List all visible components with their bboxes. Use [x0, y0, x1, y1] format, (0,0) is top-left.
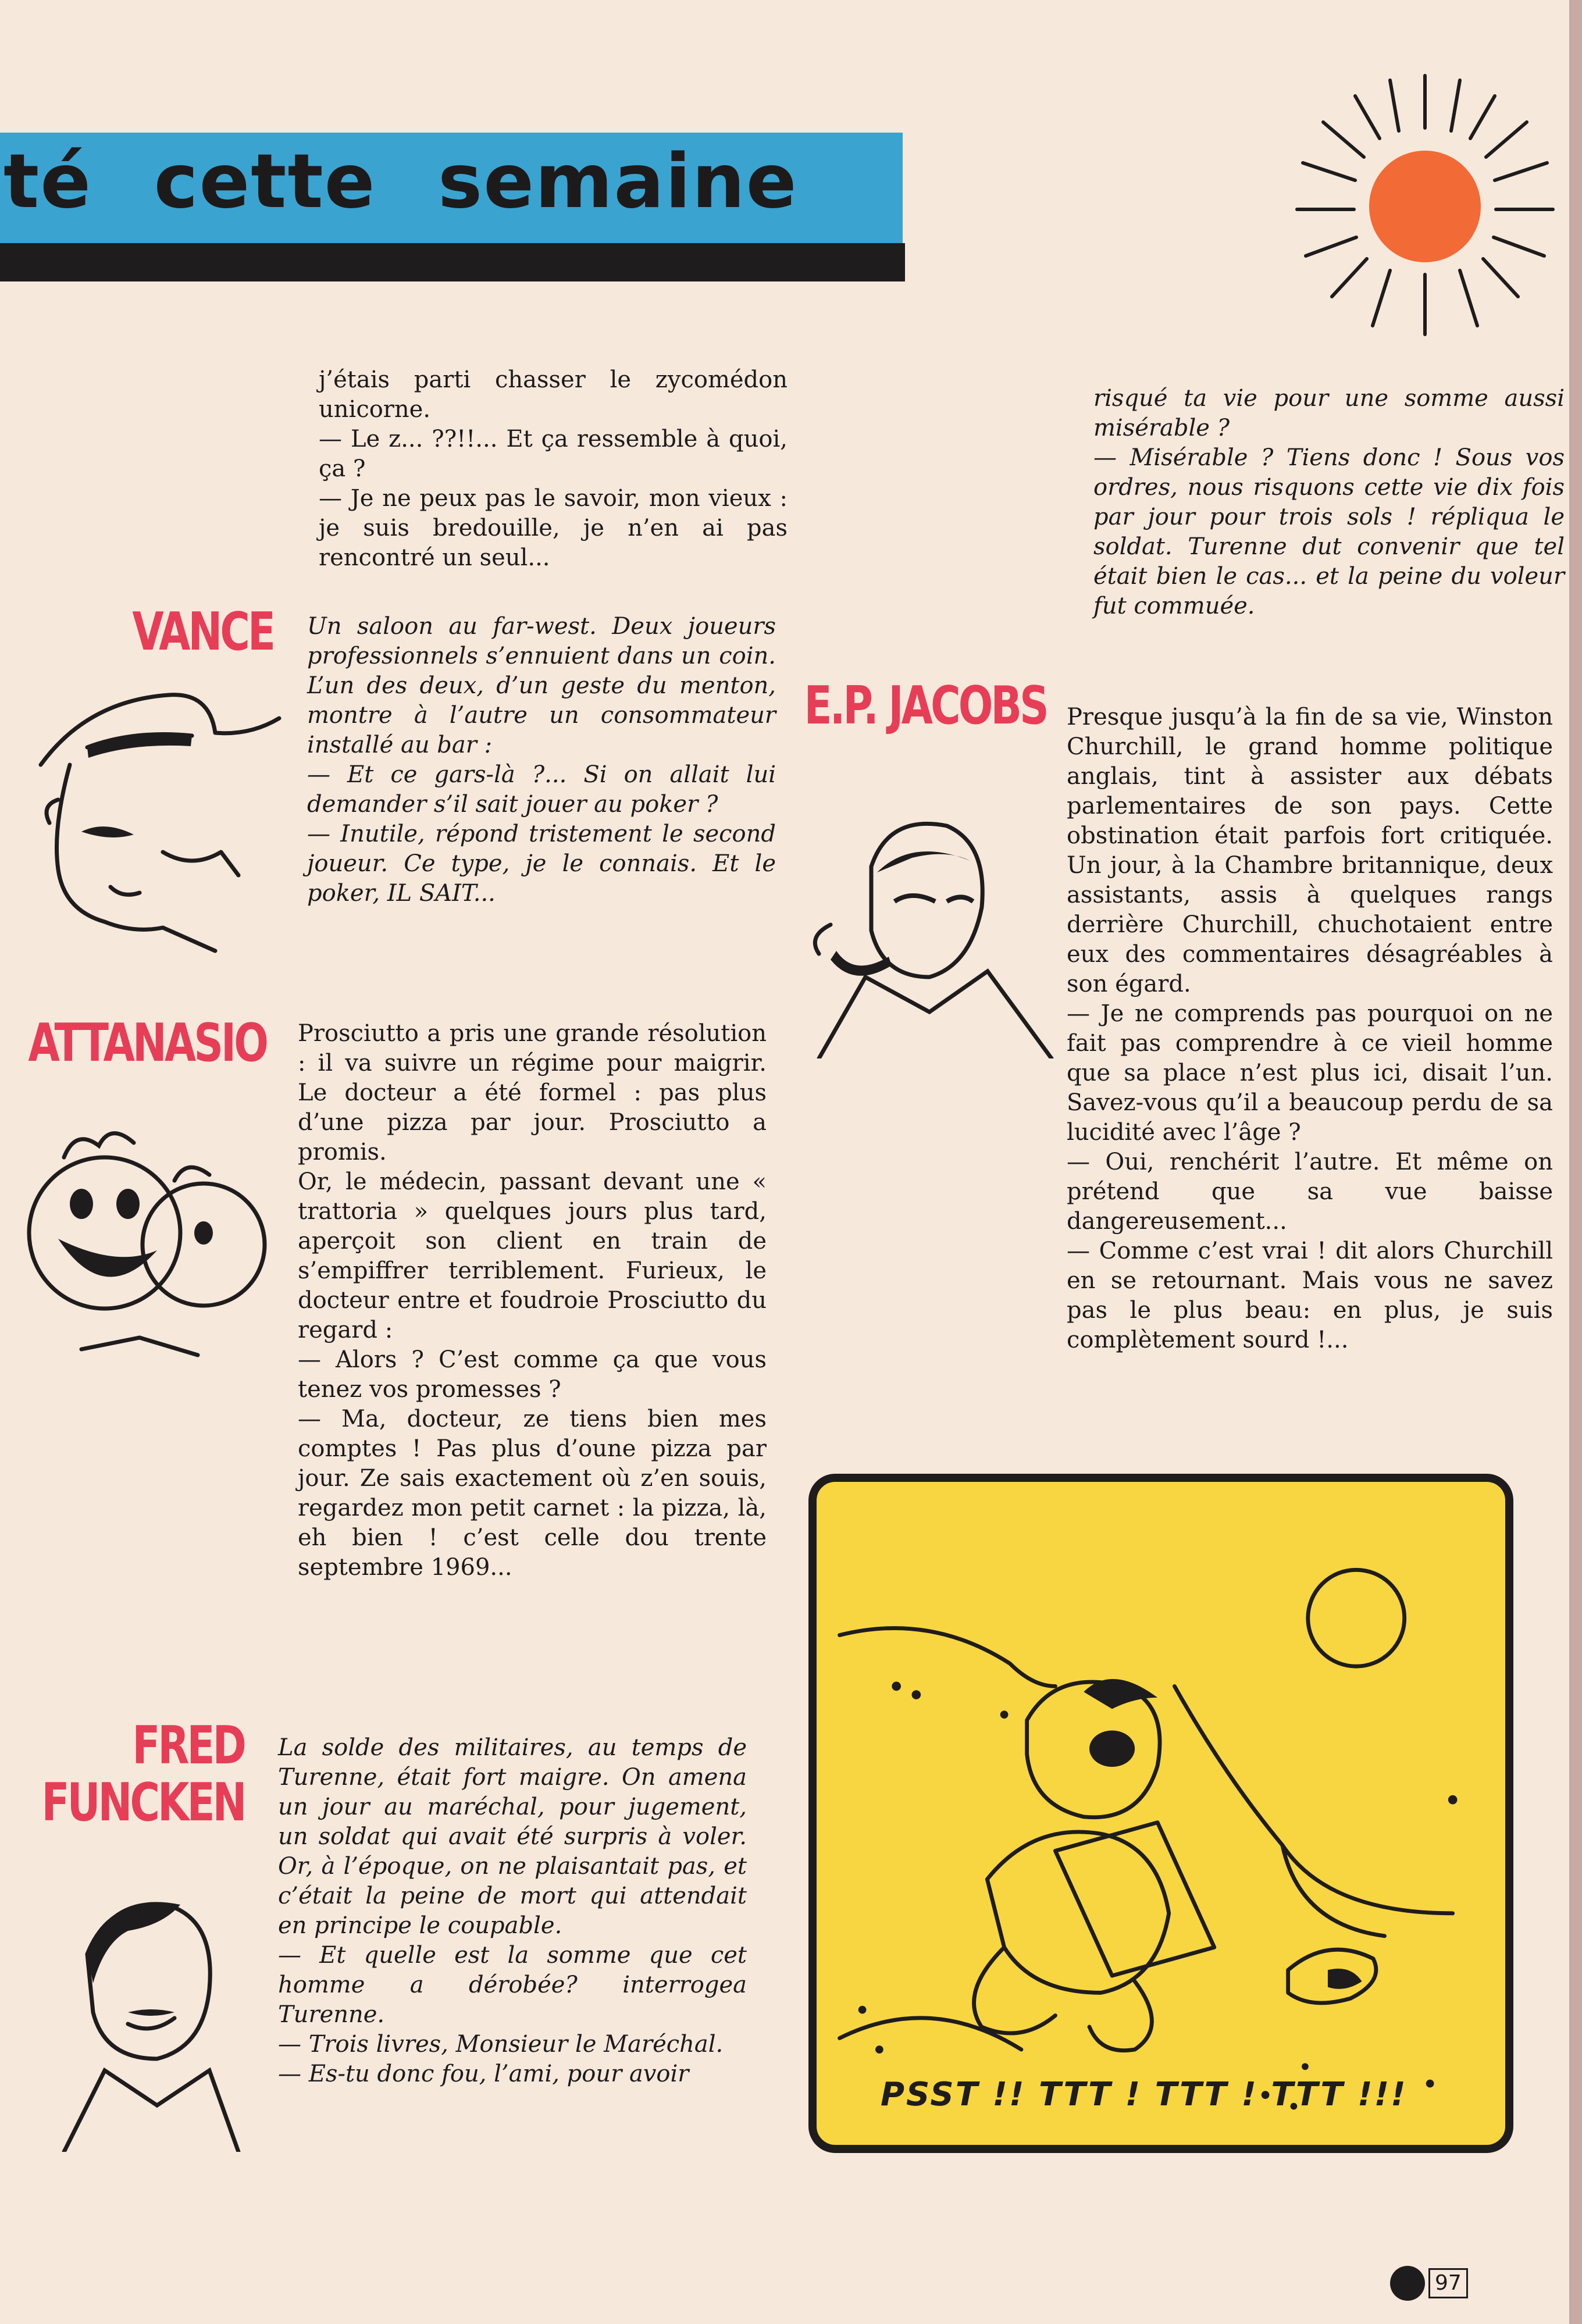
paragraph: — Je ne peux pas le savoir, mon vieux : je suis bredouille, je n’en ai pas rencontré un seul... [319, 485, 788, 571]
paragraph: — Je ne comprends pas pourquoi on ne fait pas comprendre à ce vieil homme que sa place n’est plus ici, disait l’un. Savez-vous qu’il a beaucoup perdu de sa lucidité avec l’âge ? [1067, 1000, 1553, 1146]
vance-portrait [17, 678, 285, 963]
comic-caption: PSST !! TTT ! TTT ! TTT !!! [881, 2076, 1408, 2113]
author-funcken-first: FRED [132, 1715, 244, 1776]
section-vance-text [307, 612, 776, 908]
page-number [1390, 2266, 1468, 2301]
paragraph: risqué ta vie pour une somme aussi misérable ? [1093, 385, 1565, 441]
paragraph: — Le z... ??!!... Et ça ressemble à quoi, ça ? [319, 426, 788, 482]
paragraph: Un saloon au far-west. Deux joueurs professionnels s’ennuient dans un coin. L’un des deux, d’un geste du menton, montre à l’autre un consommateur installé au bar : [307, 613, 776, 758]
paragraph: — Oui, renchérit l’autre. Et même on prétend que sa vue baisse dangereusement... [1067, 1149, 1553, 1235]
paragraph: — Trois livres, Monsieur le Maréchal. [278, 2031, 724, 2058]
paragraph: j’étais parti chasser le zycomédon unicorne. [319, 366, 788, 423]
paragraph: — Et ce gars-là ?... Si on allait lui demander s’il sait jouer au poker ? [307, 761, 776, 818]
section-funcken-text [278, 1733, 747, 2089]
author-jacobs: E.P. JACOBS [804, 675, 1047, 736]
paragraph: Presque jusqu’à la fin de sa vie, Winston Churchill, le grand homme politique anglais, tint à assister aux débats parlementaires de son pays. Cette obstination était parfois fort critiquée. Un jour, à la Chambre britannique, deux assistants, assis à quelques rangs derrière Churchill, chuchotaient entre eux des commentaires désagréables à son égard. [1067, 704, 1553, 997]
jacobs-portrait [796, 803, 1069, 1058]
page-number-icon [1390, 2266, 1425, 2301]
funcken-portrait [41, 1884, 250, 2152]
comic-drawing [817, 1482, 1505, 2145]
comic-panel [808, 1474, 1513, 2153]
author-vance: VANCE [132, 601, 273, 662]
column-left-intro [319, 365, 788, 573]
section-attanasio-text [298, 1019, 767, 1582]
paragraph: Prosciutto a pris une grande résolution : il va suivre un régime pour maigrir. Le docteur a été formel : pas plus d’une pizza par jour. Prosciutto a promis. [298, 1020, 767, 1165]
paragraph: — Inutile, répond tristement le second joueur. Ce type, je le connais. Et le poker, IL SAIT... [307, 821, 776, 907]
sun-icon [1285, 64, 1565, 343]
paragraph: — Et quelle est la somme que cet homme a dérobée? interrogea Turenne. [278, 1942, 747, 2028]
paragraph: — Misérable ? Tiens donc ! Sous vos ordres, nous risquons cette vie dix fois par jour pour trois sols ! répliqua le soldat. Turenne dut convenir que tel était bien le cas... et la peine du voleur fut commuée. [1093, 444, 1565, 619]
page-title: té cette semaine [3, 138, 798, 225]
paragraph: — Ma, docteur, ze tiens bien mes comptes ! Pas plus d’oune pizza par jour. Ze sais exactement où z’en souis, regardez mon petit carnet : la pizza, là, eh bien ! c’est celle dou trente septembre 1969... [298, 1406, 767, 1581]
paragraph: — Comme c’est vrai ! dit alors Churchill en se retournant. Mais vous ne savez pas le plus beau: en plus, je suis complètement sourd !... [1067, 1238, 1553, 1353]
header-bar [0, 243, 905, 281]
paragraph: La solde des militaires, au temps de Turenne, était fort maigre. On amena un jour au maréchal, pour jugement, un soldat qui avait été surpris à voler. Or, à l’époque, on ne plaisantait pas, et c’était la peine de mort qui attendait en principe le coupable. [278, 1734, 747, 1939]
paragraph: — Es-tu donc fou, l’ami, pour avoir [278, 2061, 689, 2087]
author-funcken-last: FUNCKEN [41, 1772, 244, 1833]
section-jacobs-text [1067, 703, 1553, 1355]
page-number-value: 97 [1428, 2268, 1468, 2298]
page-edge [1569, 0, 1582, 2324]
paragraph: — Alors ? C’est comme ça que vous tenez vos promesses ? [298, 1346, 767, 1403]
paragraph: Or, le médecin, passant devant une « trattoria » quelques jours plus tard, aperçoit son client en train de s’empiffrer terriblement. Furieux, le docteur entre et foudroie Prosciutto du regard : [298, 1168, 767, 1343]
column-right-continuation [1093, 384, 1565, 621]
author-attanasio: ATTANASIO [28, 1013, 266, 1074]
attanasio-portrait [12, 1117, 291, 1373]
